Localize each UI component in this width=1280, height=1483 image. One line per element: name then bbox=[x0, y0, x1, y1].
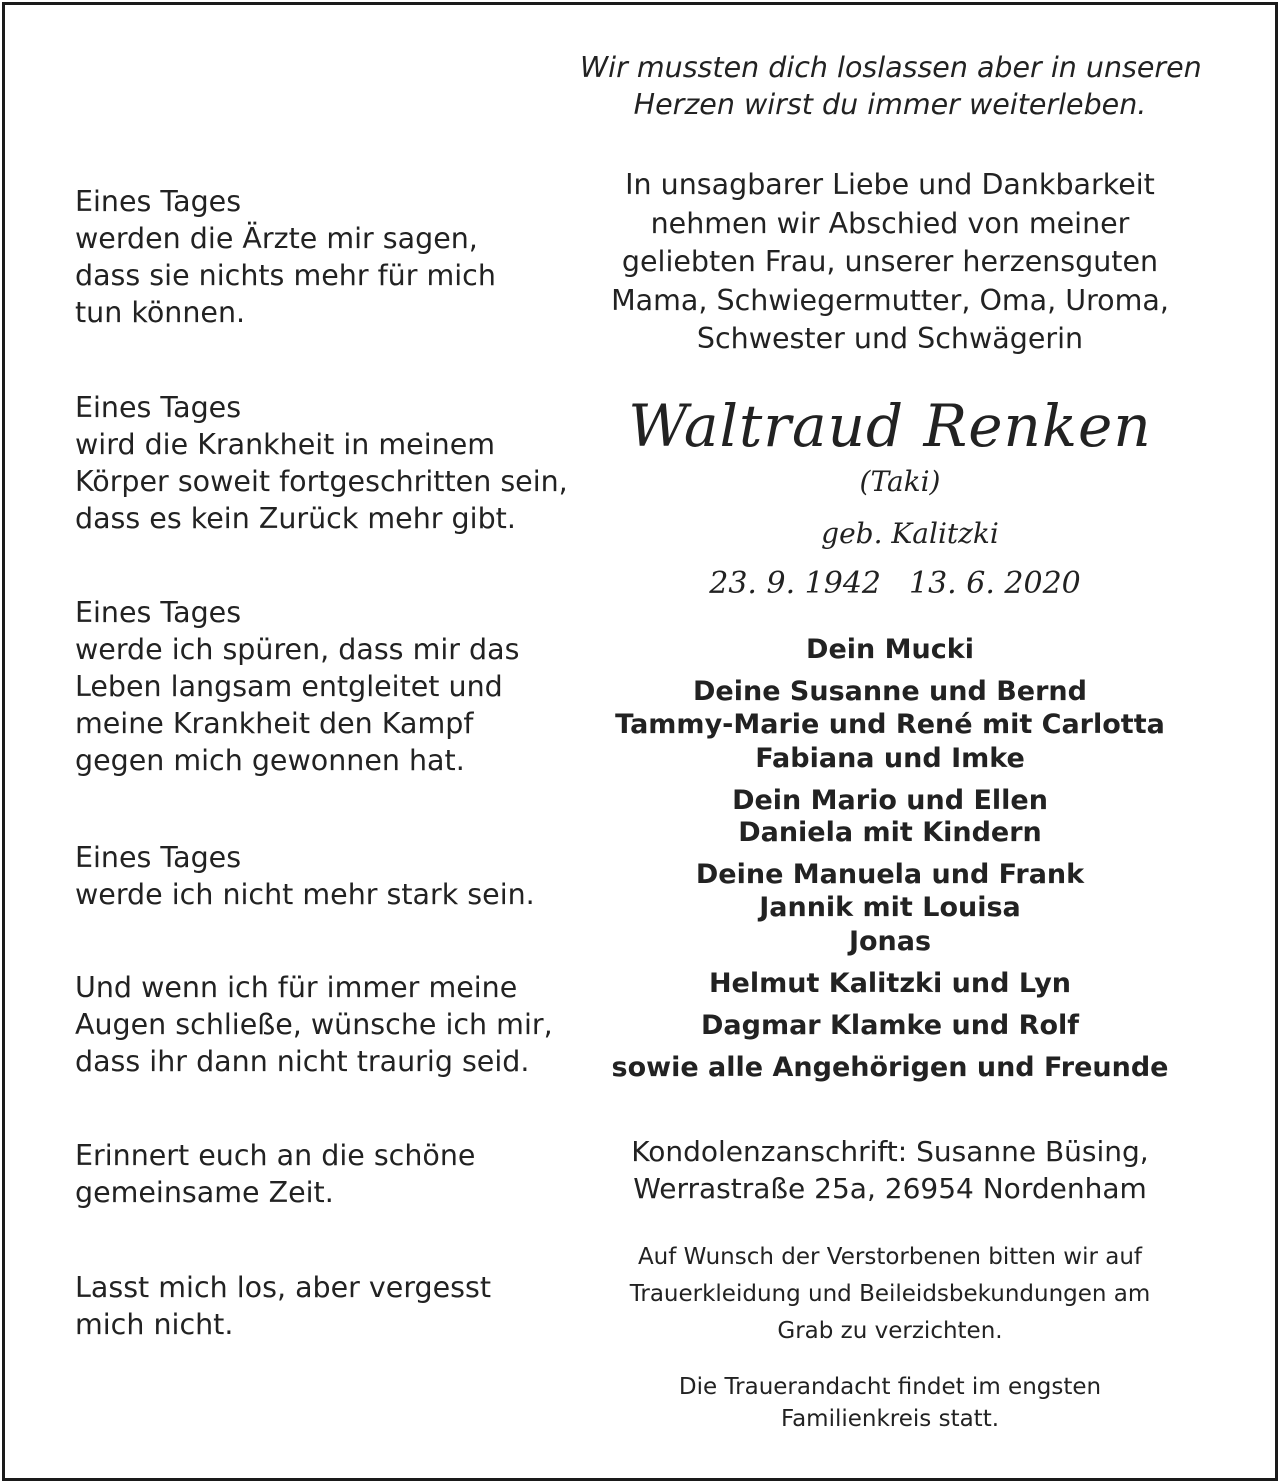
mourner-line: Dein Mucki bbox=[806, 634, 974, 665]
poem-line: gemeinsame Zeit. bbox=[75, 1176, 334, 1209]
poem-stanza-5 bbox=[75, 969, 553, 1080]
notice-line: Grab zu verzichten. bbox=[777, 1318, 1003, 1344]
poem-line: Eines Tages bbox=[75, 841, 242, 874]
poem-line: werde ich spüren, dass mir das bbox=[75, 633, 520, 666]
notice-line: Trauerkleidung und Beileidsbekundungen am bbox=[629, 1281, 1151, 1307]
mourner-line: Fabiana und Imke bbox=[755, 743, 1025, 774]
poem-line: Leben langsam entgleitet und bbox=[75, 670, 503, 703]
intro-line: In unsagbarer Liebe und Dankbarkeit bbox=[625, 168, 1155, 201]
mourner-line: Deine Susanne und Bernd bbox=[693, 676, 1087, 707]
poem-stanza-7 bbox=[75, 1269, 491, 1343]
mourner-line: Tammy-Marie und René mit Carlotta bbox=[615, 709, 1165, 740]
notice-line: Auf Wunsch der Verstorbenen bitten wir auf bbox=[637, 1244, 1143, 1270]
poem-line: Körper soweit fortgeschritten sein, bbox=[75, 465, 568, 498]
condolence-address: Werrastraße 25a, 26954 Nordenham bbox=[633, 1172, 1147, 1205]
poem-stanza-3 bbox=[75, 594, 519, 779]
mourner-line: Daniela mit Kindern bbox=[738, 817, 1042, 848]
service-note: Familienkreis statt. bbox=[780, 1406, 1000, 1432]
poem-line: werden die Ärzte mir sagen, bbox=[75, 222, 478, 255]
mourner-line: Jannik mit Louisa bbox=[759, 892, 1021, 923]
poem-stanza-1 bbox=[75, 183, 496, 331]
deceased-name: Waltraud Renken bbox=[628, 392, 1152, 460]
poem-line: dass ihr dann nicht traurig seid. bbox=[75, 1045, 530, 1078]
poem-line: tun können. bbox=[75, 296, 246, 329]
condolence-address: Kondolenzanschrift: Susanne Büsing, bbox=[631, 1135, 1149, 1168]
poem-line: Eines Tages bbox=[75, 391, 242, 424]
poem-stanza-6 bbox=[75, 1137, 475, 1211]
mourner-line: Dagmar Klamke und Rolf bbox=[700, 1010, 1079, 1041]
mourner-line: sowie alle Angehörigen und Freunde bbox=[611, 1052, 1169, 1083]
poem-line: Lasst mich los, aber vergesst bbox=[75, 1271, 492, 1304]
poem-line: Eines Tages bbox=[75, 596, 242, 629]
poem-stanza-4 bbox=[75, 839, 535, 913]
death-date: 13. 6. 2020 bbox=[909, 566, 1081, 601]
intro-line: geliebten Frau, unserer herzensguten bbox=[621, 245, 1159, 278]
poem-line: dass sie nichts mehr für mich bbox=[75, 259, 496, 292]
mourner-line: Dein Mario und Ellen bbox=[732, 785, 1048, 816]
deceased-birth-name: geb. Kalitzki bbox=[821, 517, 999, 550]
intro-line: Schwester und Schwägerin bbox=[696, 322, 1084, 355]
motto-line: Herzen wirst du immer weiterleben. bbox=[633, 88, 1147, 121]
poem-line: mich nicht. bbox=[75, 1308, 234, 1341]
mourner-line: Helmut Kalitzki und Lyn bbox=[708, 968, 1072, 999]
poem-line: dass es kein Zurück mehr gibt. bbox=[75, 502, 516, 535]
service-note: Die Trauerandacht findet im engsten bbox=[678, 1374, 1102, 1400]
mourner-line: Jonas bbox=[848, 926, 932, 957]
poem-line: Augen schließe, wünsche ich mir, bbox=[75, 1008, 553, 1041]
poem-line: gegen mich gewonnen hat. bbox=[75, 744, 465, 777]
poem-line: meine Krankheit den Kampf bbox=[75, 707, 474, 740]
poem-stanza-2 bbox=[75, 389, 568, 537]
birth-date: 23. 9. 1942 bbox=[709, 566, 881, 601]
poem-line: Eines Tages bbox=[75, 185, 242, 218]
intro-line: Mama, Schwiegermutter, Oma, Uroma, bbox=[611, 284, 1169, 317]
intro-line: nehmen wir Abschied von meiner bbox=[650, 207, 1130, 240]
poem-line: werde ich nicht mehr stark sein. bbox=[75, 878, 535, 911]
deceased-nickname: (Taki) bbox=[859, 465, 941, 498]
poem-line: Und wenn ich für immer meine bbox=[75, 971, 518, 1004]
life-dates bbox=[585, 566, 1205, 602]
poem-line: Erinnert euch an die schöne bbox=[75, 1139, 476, 1172]
poem-line: wird die Krankheit in meinem bbox=[75, 428, 495, 461]
motto-line: Wir mussten dich loslassen aber in unseren bbox=[580, 51, 1202, 84]
mourner-line: Deine Manuela und Frank bbox=[695, 859, 1085, 890]
